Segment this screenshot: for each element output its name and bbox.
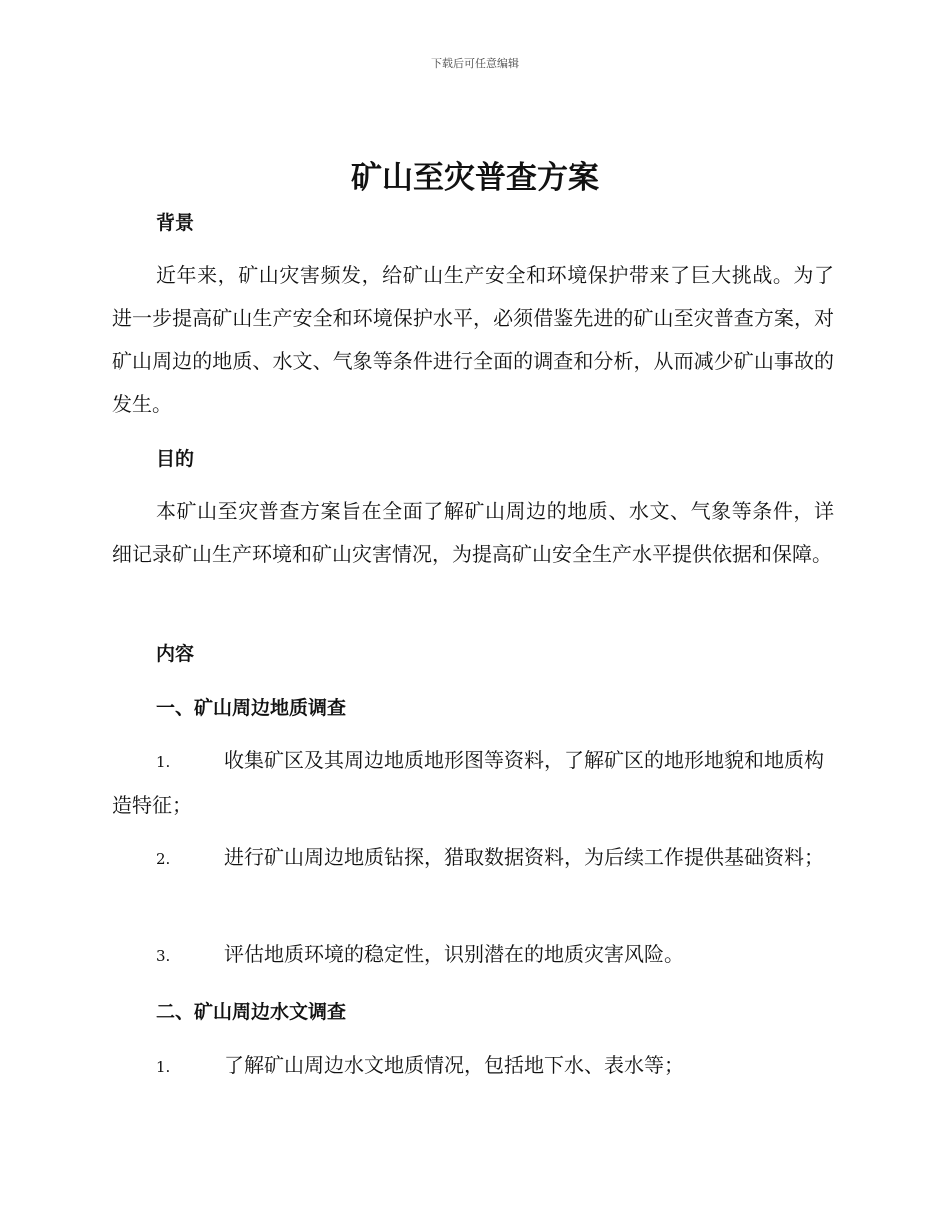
heading-background: 背景 [156,212,195,234]
heading-geology: 一、矿山周边地质调查 [156,697,347,719]
list-item-text: 进行矿山周边地质钻探，猎取数据资料，为后续工作提供基础资料； [224,845,824,869]
list-item [112,1044,834,1089]
list-item-text: 收集矿区及其周边地质地形图等资料，了解矿区的地形地貌和地质构造特征； [112,748,824,817]
list-item-number: 1. [156,1058,171,1076]
paragraph-purpose: 本矿山至灾普查方案旨在全面了解矿山周边的地质、水文、气象等条件，详细记录矿山生产环境和矿山灾害情况，为提高矿山安全生产水平提供依据和保障。 [112,499,834,566]
heading-content: 内容 [156,643,195,665]
list-item-number: 1. [156,753,171,771]
list-item [112,739,834,827]
heading-purpose: 目的 [156,448,195,470]
heading-hydrology: 二、矿山周边水文调查 [156,1001,347,1023]
paragraph-background: 近年来，矿山灾害频发，给矿山生产安全和环境保护带来了巨大挑战。为了进一步提高矿山生产安全和环境保护水平，必须借鉴先进的矿山至灾普查方案，对矿山周边的地质、水文、气象等条件进行全面的调查和分析，从而减少矿山事故的发生。 [112,263,834,416]
list-item-number: 3. [156,947,171,965]
list-item [112,836,834,881]
page-header: 下载后可任意编辑 [431,57,519,70]
list-item [112,933,834,978]
list-item-text: 评估地质环境的稳定性，识别潜在的地质灾害风险。 [224,942,684,966]
list-item-text: 了解矿山周边水文地质情况，包括地下水、表水等； [224,1053,684,1077]
list-item-number: 2. [156,850,171,868]
document-title: 矿山至灾普查方案 [351,160,599,196]
